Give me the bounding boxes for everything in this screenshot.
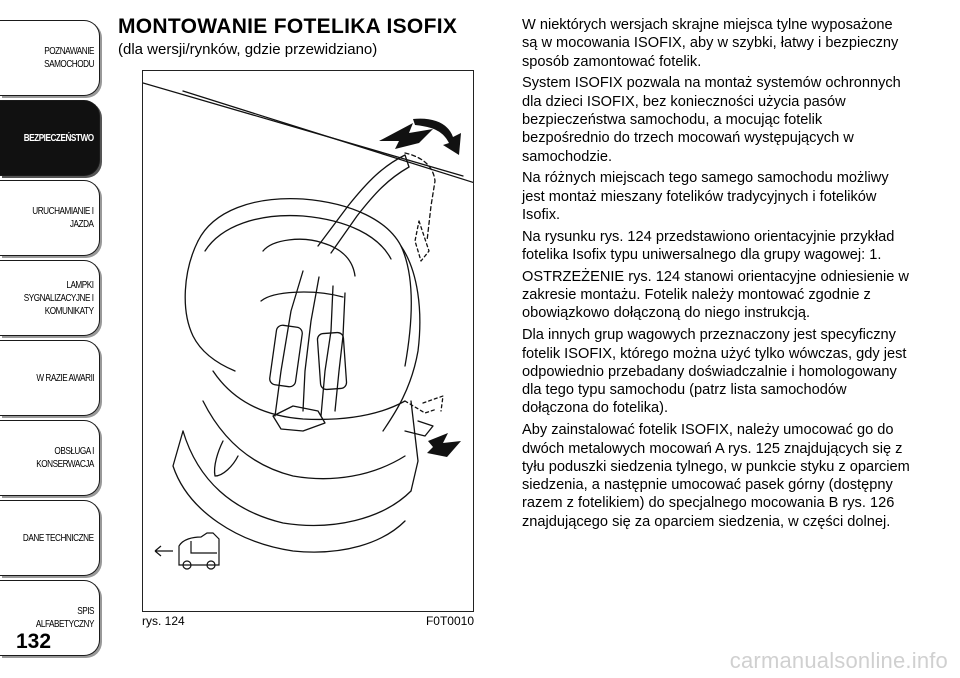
paragraph: Aby zainstalować fotelik ISOFIX, należy umocować go do dwóch metalowych mocowań A rys. 125 znajdujących się z tyłu poduszki siedzenia tylnego, w punkcie styku z oparciem siedzenia, a następnie umocować pasek górny (dostępny razem z fotelikiem) do specjalnego mocowania B rys. 126 znajdującego się za oparciem siedzenia, w części dolnej. <box>522 422 910 530</box>
figure-code: F0T0010 <box>425 614 474 628</box>
tab-obsluga-i-konserwacja[interactable] <box>0 420 100 496</box>
tab-label: DANE TECHNICZNE <box>23 531 94 544</box>
tab-bezpieczenstwo[interactable] <box>0 100 100 176</box>
tab-label: LAMPKI SYGNALIZACYJNE I KOMUNIKATY <box>24 278 94 317</box>
tab-dane-techniczne[interactable] <box>0 500 100 576</box>
page-subtitle: (dla wersji/rynków, gdzie przewidziano) <box>118 41 378 58</box>
paragraph: Na rysunku rys. 124 przedstawiono orientacyjnie przykład fotelika Isofix typu uniwersalnego dla grupy wagowej: 1. <box>522 228 895 264</box>
isofix-seat-figure <box>142 70 474 612</box>
tab-uruchamianie-i-jazda[interactable] <box>0 180 100 256</box>
paragraph: Na różnych miejscach tego samego samochodu możliwy jest montaż mieszany fotelików tradycyjnych i fotelików Isofix. <box>522 170 889 223</box>
paragraph: OSTRZEŻENIE rys. 124 stanowi orientacyjne odniesienie w zakresie montażu. Fotelik należy montować zgodnie z obowiązkowo dołączoną do niego instrukcją. <box>522 268 909 322</box>
tab-label: OBSŁUGA I KONSERWACJA <box>36 445 94 470</box>
tab-label: POZNAWANIE SAMOCHODU <box>44 45 94 70</box>
tab-poznawanie-samochodu[interactable] <box>0 20 100 96</box>
child-seat-illustration <box>143 71 474 612</box>
vehicle-orientation-icon <box>155 533 219 569</box>
figure-number: rys. 124 <box>142 614 185 628</box>
tab-label: URUCHAMIANIE I JAZDA <box>32 205 94 230</box>
page-number: 132 <box>16 630 52 653</box>
page-title: MONTOWANIE FOTELIKA ISOFIX <box>118 15 458 38</box>
paragraph: W niektórych wersjach skrajne miejsca tylne wyposażone są w mocowania ISOFIX, aby w szybki, łatwy i bezpieczny sposób zamontować fotelik. <box>522 17 899 70</box>
paragraph: System ISOFIX pozwala na montaż systemów ochronnych dla dzieci ISOFIX, bez konieczności użycia pasów bezpieczeństwa samochodu, a mocując fotelik bezpośrednio do trzech mocowań występujących w samochodzie. <box>522 75 901 165</box>
figure-caption <box>142 614 474 628</box>
tab-w-razie-awarii[interactable] <box>0 340 100 416</box>
body-text <box>522 16 912 535</box>
tab-label: BEZPIECZEŃSTWO <box>24 131 94 144</box>
tab-lampki-sygnalizacyjne[interactable] <box>0 260 100 336</box>
tab-label: SPIS ALFABETYCZNY <box>35 605 94 630</box>
watermark: carmanualsonline.info <box>729 648 948 673</box>
tab-label: W RAZIE AWARII <box>36 371 94 384</box>
paragraph: Dla innych grup wagowych przeznaczony jest specyficzny fotelik ISOFIX, którego można użyć tylko wówczas, gdy jest odpowiednio przebadany doświadczalnie i homologowany dla tego typu samochodu (patrz lista samochodów dołączona do fotelika). <box>522 327 907 417</box>
